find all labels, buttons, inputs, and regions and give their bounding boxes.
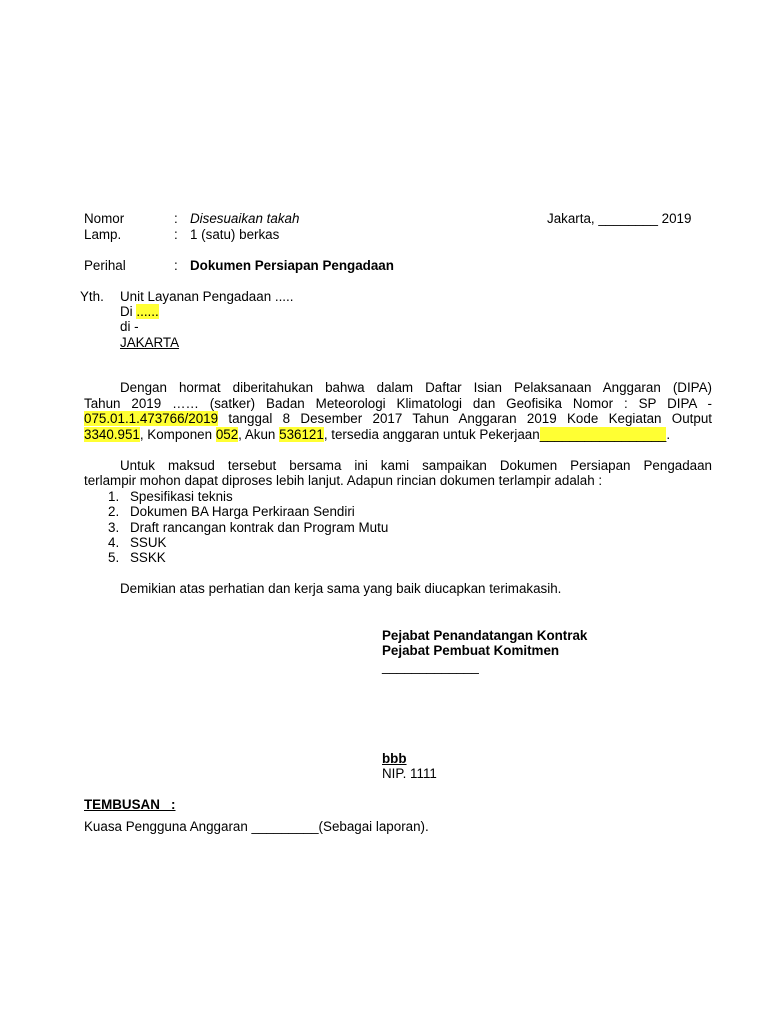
- recipient-di: [120, 304, 159, 320]
- paragraph1-line1: Dengan hormat diberitahukan bahwa dalam Daftar Isian Pelaksanaan Anggaran (DIPA): [120, 380, 712, 395]
- list-item-text: Dokumen BA Harga Perkiraan Sendiri: [130, 504, 355, 519]
- recipient-city: JAKARTA: [120, 335, 180, 350]
- paragraph1-line3: [84, 411, 712, 427]
- perihal-label: Perihal: [84, 258, 126, 273]
- list-item-text: Spesifikasi teknis: [130, 489, 233, 504]
- akun-text: , Akun: [238, 427, 276, 442]
- komponen-code: 052: [215, 427, 239, 442]
- paragraph1-line4: [84, 427, 670, 443]
- signature-line: _____________: [382, 659, 479, 674]
- place-date: Jakarta, ________ 2019: [547, 211, 692, 226]
- list-item-text: SSKK: [130, 550, 166, 565]
- signature-title-2: Pejabat Pembuat Komitmen: [382, 643, 560, 658]
- komponen-text: , Komponen: [139, 427, 213, 442]
- paragraph1-line3-rest: tanggal 8 Desember 2017 Tahun Anggaran 2019 Kode Kegiatan Output: [228, 411, 712, 426]
- yth-label: Yth.: [80, 289, 104, 304]
- nomor-label: Nomor: [84, 211, 125, 226]
- paragraph1-line2: Tahun 2019 …… (satker) Badan Meteorologi Klimatologi dan Geofisika Nomor : SP DIPA -: [84, 396, 712, 411]
- di-value: ......: [136, 304, 159, 319]
- akun-code: 536121: [279, 427, 324, 442]
- list-item-num: 5.: [108, 550, 120, 565]
- list-item-num: 1.: [108, 489, 120, 504]
- dipa-number: 075.01.1.473766/2019: [84, 411, 219, 426]
- list-item-num: 4.: [108, 535, 120, 550]
- closing-sentence: Demikian atas perhatian dan kerja sama yang baik diucapkan terimakasih.: [120, 581, 562, 596]
- paragraph1-end: .: [666, 427, 671, 442]
- di-label: Di: [120, 304, 133, 319]
- pekerjaan-blank: _________________: [539, 427, 667, 442]
- pekerjaan-text: , tersedia anggaran untuk Pekerjaan: [323, 427, 540, 442]
- list-item-num: 3.: [108, 520, 120, 535]
- lamp-label: Lamp.: [84, 227, 122, 242]
- signatory-nip: NIP. 1111: [382, 766, 437, 781]
- nomor-value: Disesuaikan takah: [190, 211, 300, 226]
- perihal-value: Dokumen Persiapan Pengadaan: [190, 258, 394, 273]
- tembusan-label: TEMBUSAN :: [84, 797, 176, 812]
- output-code: 3340.951: [84, 427, 140, 442]
- signatory-name: bbb: [382, 751, 407, 766]
- perihal-colon: :: [174, 258, 178, 273]
- lamp-value: 1 (satu) berkas: [190, 227, 280, 242]
- list-item-text: Draft rancangan kontrak dan Program Mutu: [130, 520, 389, 535]
- signature-title-1: Pejabat Penandatangan Kontrak: [382, 628, 588, 643]
- tembusan-line: Kuasa Pengguna Anggaran _________(Sebagai laporan).: [84, 819, 429, 834]
- paragraph2-line2: terlampir mohon dapat diproses lebih lanjut. Adapun rincian dokumen terlampir adalah :: [84, 473, 603, 488]
- recipient-unit: Unit Layanan Pengadaan .....: [120, 289, 294, 304]
- nomor-colon: :: [174, 211, 178, 226]
- list-item-num: 2.: [108, 504, 120, 519]
- recipient-di-dash: di -: [120, 319, 139, 334]
- list-item-text: SSUK: [130, 535, 167, 550]
- lamp-colon: :: [174, 227, 178, 242]
- paragraph2-line1: Untuk maksud tersebut bersama ini kami sampaikan Dokumen Persiapan Pengadaan: [120, 458, 712, 473]
